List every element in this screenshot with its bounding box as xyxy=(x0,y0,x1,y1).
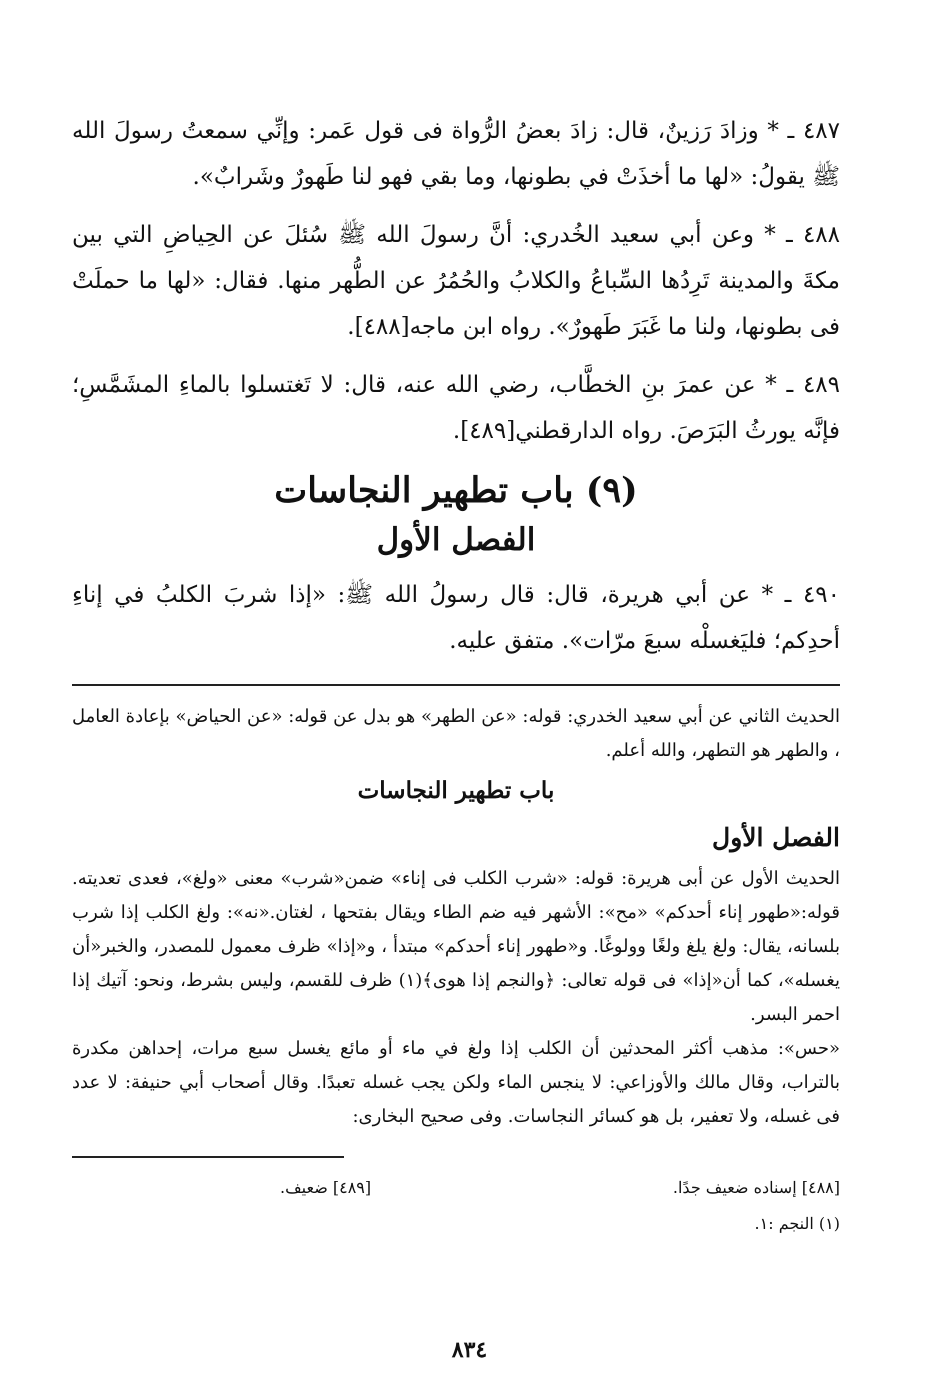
hadith-489: ٤٨٩ ـ * عن عمرَ بنِ الخطَّاب، رضي الله عنه، قال: لا تَغتسلوا بالماءِ المشَمَّسِ؛ فإنَّه يورثُ البَرَصَ. رواه الدارقطني[٤٨٩]. xyxy=(72,372,840,444)
hadith-487: ٤٨٧ ـ * وزادَ رَزينٌ، قال: زادَ بعضُ الرُّواة فى قول عَمر: وإنِّي سمعتُ رسولَ الله ﷺ يقولُ: «لها ما أخذَتْ في بطونها، وما بقي فهو لنا طَهورٌ وشَرابٌ». xyxy=(72,118,840,190)
hadith-488: ٤٨٨ ـ * وعن أبي سعيد الخُدري: أنَّ رسولَ الله ﷺ سُئلَ عن الحِياضِ التي بين مكةَ والمدينة تَرِدُها السِّباعُ والكلابُ والحُمُرُ عن الطُّهر منها. فقال: «لها ما حملَتْ فى بطونها، ولنا ما غَبَرَ طَهورٌ». رواه ابن ماجه[٤٨٨]. xyxy=(72,222,840,340)
page-number: ٨٣٤ xyxy=(451,1337,488,1363)
commentary-paragraph-2: «حس»: مذهب أكثر المحدثين أن الكلب إذا ولغ في ماء أو مائع يغسل سبع مرات، إحداهن مكدرة بالتراب، وقال مالك والأوزاعي: لا ينجس الماء ولكن يجب غسله تعبدًا. وقال أصحاب أبي حنيفة: لا عدد فى غسله، ولا تعفير، بل هو كسائر النجاسات. وفى صحيح البخارى: xyxy=(72,1038,840,1127)
commentary-divider xyxy=(72,684,840,686)
footnote-489: [٤٨٩] ضعيف. xyxy=(280,1178,372,1197)
chapter-title: (٩) باب تطهير النجاسات xyxy=(274,470,638,511)
page-body xyxy=(72,108,840,1242)
footnote-1: (١) النجم :١. xyxy=(754,1214,840,1233)
footnotes xyxy=(72,1170,840,1242)
commentary-chapter-title: باب تطهير النجاسات xyxy=(357,777,555,804)
footnote-488: [٤٨٨] إسناده ضعيف جدًا. xyxy=(672,1178,840,1197)
footnote-divider xyxy=(72,1156,344,1158)
footnote-row xyxy=(280,1170,840,1206)
section-title: الفصل الأول xyxy=(376,522,536,558)
commentary-intro: الحديث الثاني عن أبي سعيد الخدري: قوله: «عن الطهر» هو بدل عن قوله: «عن الحياض» بإعادة العامل ، والطهر هو التطهر، والله أعلم. xyxy=(72,706,840,761)
commentary-paragraph-1: الحديث الأول عن أبى هريرة: قوله: «شرب الكلب فى إناء» ضمن«شرب» معنى «ولغ»، فعدى تعديته. قوله:«طهور إناء أحدكم» «مح»: الأشهر فيه ضم الطاء ويقال بفتحها ، لغتان.«نه»: ولغ الكلب إذا شرب بلسانه، يقال: ولغ يلغ ولغًا وولوغًا. و«طهور إناء أحدكم» مبتدأ ، و«إذا» ظرف معمول للمصدر، والخبر«أن يغسله»، كما أن«إذا» فى قوله تعالى: ﴿والنجم إذا هوى﴾(١) ظرف للقسم، وليس بشرط، ونحو: آتيك إذا احمر البسر. xyxy=(72,868,840,1025)
hadith-490: ٤٩٠ ـ * عن أبي هريرة، قال: قال رسولُ الله ﷺ: «إذا شربَ الكلبُ في إناءِ أحدِكم؛ فليَغسلْه سبعَ مرّات». متفق عليه. xyxy=(72,582,840,654)
commentary-section-title: الفصل الأول xyxy=(712,823,840,852)
